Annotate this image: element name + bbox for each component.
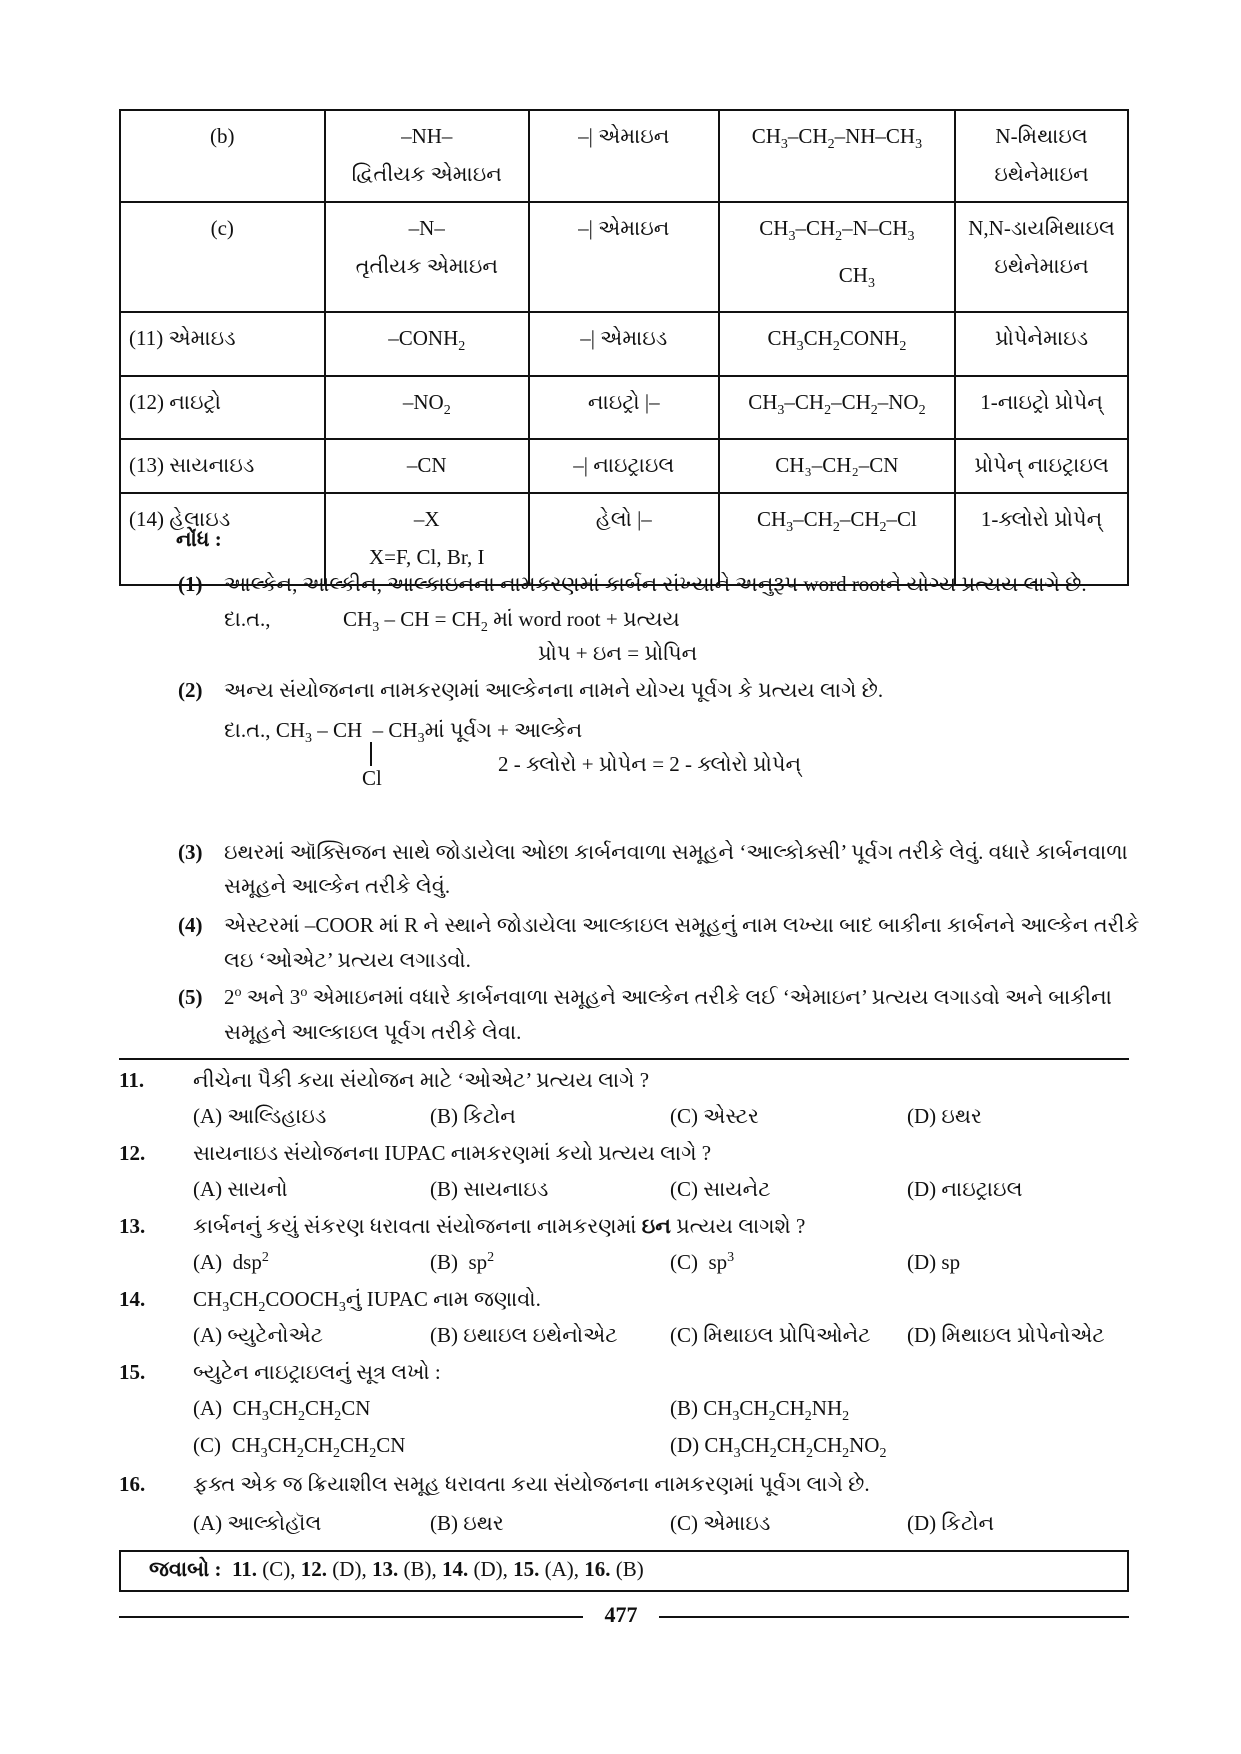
answer-number: 11. bbox=[231, 1557, 258, 1581]
table-cell bbox=[955, 439, 1128, 493]
row-label: (12) નાઇટ્રો bbox=[129, 389, 222, 414]
table-cell bbox=[955, 493, 1128, 585]
table-cell bbox=[120, 439, 325, 493]
option-b: (B) $CH_3CH_2CH_2NH_2$ bbox=[670, 1396, 850, 1425]
table-cell bbox=[120, 493, 325, 585]
table-cell bbox=[120, 202, 325, 312]
table-cell bbox=[325, 110, 529, 202]
table-cell bbox=[719, 312, 956, 375]
question-number: 11. bbox=[119, 1068, 145, 1092]
group-formula: $-NO_2$ bbox=[402, 389, 451, 418]
example-formula: $CH_3-CH_2-N-CH_3$ bbox=[759, 216, 915, 245]
group-name: તૃતીયક એમાઇન bbox=[355, 254, 498, 278]
question-text: બ્યુટેન નાઇટ્રાઇલનું સૂત્ર લખો : bbox=[193, 1360, 441, 1384]
affix: –| નાઇટ્રાઇલ bbox=[573, 452, 675, 477]
option-a: (A) dsp$^2$ bbox=[193, 1250, 269, 1274]
table-cell bbox=[120, 110, 325, 202]
question-text-tail: નું IUPAC નામ જણાવો. bbox=[345, 1287, 541, 1311]
affix: –| એમાઇન bbox=[578, 216, 670, 240]
row-label: (14) હેલાઇડ bbox=[129, 506, 231, 531]
option-a: (A) આલ્કોહૉલ bbox=[193, 1511, 322, 1535]
option-a: (A) આલ્ડિહાઇડ bbox=[193, 1104, 327, 1128]
question-text-part: કાર્બનનું કયું સંકરણ ધરાવતા સંયોજનના નામકરણમાં bbox=[193, 1214, 642, 1238]
note-example-line: 2 - ક્લોરો + પ્રોપેન = 2 - ક્લોરો પ્રોપેન્ bbox=[498, 752, 802, 776]
table-cell bbox=[325, 439, 529, 493]
table-cell bbox=[955, 312, 1128, 375]
table-cell bbox=[529, 110, 719, 202]
note-text: આલ્કેન, આલ્કીન, આલ્કાઇનના નામકરણમાં કાર્બન સંખ્યાને અનુરૂપ word rootને યોગ્ય પ્રત્યય લાગે છે. bbox=[224, 572, 1087, 596]
note-text: લઇ ‘ઓએટ’ પ્રત્યય લગાડવો. bbox=[224, 948, 471, 972]
option-b: (B) કિટોન bbox=[430, 1104, 516, 1128]
row-label: (13) સાયનાઇડ bbox=[129, 452, 255, 477]
note-example-tail: માં પૂર્વગ + આલ્કેન bbox=[424, 718, 583, 742]
table-row bbox=[120, 439, 1128, 493]
answer-key bbox=[149, 1557, 644, 1582]
option-d: (D) sp bbox=[907, 1250, 961, 1274]
group-formula: –NH– bbox=[401, 124, 453, 148]
option-d: (D) મિથાઇલ પ્રોપેનોએટ bbox=[907, 1323, 1105, 1347]
option-c: (C) એસ્ટર bbox=[670, 1104, 759, 1128]
option-a: (A) $CH_3CH_2CH_2CN$ bbox=[193, 1396, 371, 1425]
bond-line bbox=[370, 742, 372, 766]
example-formula: $CH_3CH_2CONH_2$ bbox=[767, 326, 907, 355]
iupac-name: 1-નાઇટ્રો પ્રોપેન્ bbox=[980, 389, 1103, 414]
table-row bbox=[120, 110, 1128, 202]
table-cell bbox=[120, 312, 325, 375]
table-row bbox=[120, 376, 1128, 439]
answer-value: (B), bbox=[403, 1557, 437, 1581]
note-number: (1) bbox=[178, 572, 203, 596]
note-example-tail: માં word root + પ્રત્યય bbox=[493, 607, 680, 631]
answer-key-box bbox=[119, 1550, 1129, 1592]
option-c: (C) સાયનેટ bbox=[670, 1177, 771, 1201]
note-text: અન્ય સંયોજનના નામકરણમાં આલ્કેનના નામને યોગ્ય પૂર્વગ કે પ્રત્યય લાગે છે. bbox=[224, 678, 884, 702]
iupac-name: ઇથેનેમાઇન bbox=[994, 162, 1089, 186]
note-example-prefix: દા.ત., bbox=[224, 718, 271, 742]
table-cell bbox=[719, 110, 956, 202]
affix: હેલો |– bbox=[595, 506, 652, 531]
answer-value: (D), bbox=[473, 1557, 508, 1581]
option-c: (C) $CH_3CH_2CH_2CH_2CN$ bbox=[193, 1433, 406, 1462]
option-b: (B) ઇથર bbox=[430, 1511, 504, 1535]
option-c: (C) મિથાઇલ પ્રોપિઓનેટ bbox=[670, 1323, 871, 1347]
iupac-name: 1-ક્લોરો પ્રોપેન્ bbox=[980, 506, 1103, 531]
example-formula: $CH_3-CH_2-CH_2-Cl$ bbox=[756, 506, 917, 535]
option-a: (A) સાયનો bbox=[193, 1177, 288, 1201]
question-number: 13. bbox=[119, 1214, 146, 1238]
note-text: ઇથરમાં ઑક્સિજન સાથે જોડાયેલા ઓછા કાર્બનવાળા સમૂહને ‘આલ્કોક્સી’ પૂર્વગ તરીકે લેવું. વધારે કાર્બનવાળા bbox=[224, 840, 1128, 864]
note-number: (2) bbox=[178, 678, 203, 702]
divider bbox=[119, 1058, 1129, 1060]
question-text bbox=[193, 1214, 805, 1239]
question-text-part: પ્રત્યય લાગશે ? bbox=[670, 1214, 806, 1238]
group-formula: –X bbox=[413, 506, 440, 531]
note-number: (5) bbox=[178, 985, 203, 1009]
table-cell bbox=[325, 376, 529, 439]
question-number: 12. bbox=[119, 1141, 146, 1165]
table-cell bbox=[719, 376, 956, 439]
iupac-name: N,N-ડાયમિથાઇલ bbox=[968, 216, 1115, 240]
footer-rule-right bbox=[659, 1616, 1129, 1618]
answer-number: 12. bbox=[300, 1557, 328, 1581]
option-b: (B) $sp^2$ bbox=[430, 1250, 495, 1274]
note-example-formula: દા.ત., $CH_3$ – CH – $CH_3માં$ પૂર્વગ + આલ્કેન bbox=[224, 718, 583, 747]
answer-number: 13. bbox=[371, 1557, 399, 1581]
affix: –| એમાઇડ bbox=[580, 326, 668, 351]
table-cell bbox=[325, 202, 529, 312]
question-text: સાયનાઇડ સંયોજનના IUPAC નામકરણમાં કયો પ્રત્યય લાગે ? bbox=[193, 1141, 712, 1165]
question-text: $CH_3CH_2COOCH_3નું$ IUPAC નામ જણાવો. bbox=[193, 1287, 541, 1316]
table-row bbox=[120, 202, 1128, 312]
question-number: 15. bbox=[119, 1360, 146, 1384]
example-formula: $CH_3-CH_2-CH_2-NO_2$ bbox=[748, 389, 926, 418]
question-text-bold: ઇન bbox=[641, 1214, 671, 1238]
table-cell bbox=[529, 312, 719, 375]
answer-value: (A), bbox=[544, 1557, 580, 1581]
table-cell bbox=[719, 439, 956, 493]
question-text: ફક્ત એક જ ક્રિયાશીલ સમૂહ ધરાવતા કયા સંયોજનના નામકરણમાં પૂર્વગ લાગે છે. bbox=[193, 1472, 870, 1496]
iupac-name: પ્રોપેન્ નાઇટ્રાઇલ bbox=[974, 452, 1109, 477]
footer-rule-left bbox=[119, 1616, 583, 1618]
question-text: નીચેના પૈકી કયા સંયોજન માટે ‘ઓએટ’ પ્રત્યય લાગે ? bbox=[193, 1068, 650, 1092]
option-b: (B) ઇથાઇલ ઇથેનોએટ bbox=[430, 1323, 618, 1347]
answer-number: 14. bbox=[441, 1557, 469, 1581]
table-cell bbox=[719, 202, 956, 312]
example-formula: CH₃–CH₂–CN bbox=[775, 452, 899, 477]
note-text: સમૂહને આલ્કેન તરીકે લેવું. bbox=[224, 874, 451, 898]
table-cell bbox=[719, 493, 956, 585]
question-number: 16. bbox=[119, 1472, 146, 1496]
group-name: દ્વિતીયક એમાઇન bbox=[351, 162, 502, 186]
option-d: (D) ઇથર bbox=[907, 1104, 982, 1128]
table-cell bbox=[325, 493, 529, 585]
group-formula: $-CONH_2$ bbox=[388, 326, 466, 355]
chlorine-atom: Cl bbox=[362, 766, 382, 790]
option-d: (D) નાઇટ્રાઇલ bbox=[907, 1177, 1023, 1201]
option-d: (D) કિટોન bbox=[907, 1511, 995, 1535]
row-label: (11) એમાઇડ bbox=[129, 326, 236, 351]
table-cell bbox=[955, 202, 1128, 312]
table-cell bbox=[120, 376, 325, 439]
option-b: (B) સાયનાઇડ bbox=[430, 1177, 549, 1201]
answer-number: 16. bbox=[584, 1557, 611, 1581]
table-cell bbox=[529, 439, 719, 493]
answer-number: 15. bbox=[513, 1557, 540, 1581]
affix: નાઇટ્રો |– bbox=[587, 389, 660, 414]
iupac-name: પ્રોપેનેમાઇડ bbox=[995, 326, 1089, 351]
table-cell bbox=[529, 376, 719, 439]
iupac-name: N-મિથાઇલ bbox=[995, 124, 1088, 148]
answer-value: (B) bbox=[615, 1557, 644, 1581]
note-text: એસ્ટરમાં –COOR માં R ને સ્થાને જોડાયેલા આલ્કાઇલ સમૂહનું નામ લખ્યા બાદ બાકીના કાર્બનને આલ્કેન તરીકે bbox=[224, 913, 1140, 937]
answer-key-label: જવાબો : bbox=[149, 1557, 222, 1581]
row-label: (c) bbox=[210, 216, 234, 240]
example-formula-branch: $CH_3$ bbox=[838, 263, 875, 292]
affix: –| એમાઇન bbox=[578, 124, 670, 148]
notes-title: નોંધ : bbox=[176, 527, 222, 551]
note-example-formula: $CH_3$ – CH = $CH_2$ માં word root + પ્રત્યય bbox=[343, 607, 680, 636]
table-cell bbox=[325, 312, 529, 375]
page-number: 477 bbox=[604, 1602, 638, 1627]
table-cell bbox=[529, 493, 719, 585]
note-example-prefix: દા.ત., bbox=[224, 607, 271, 631]
answer-value: (C), bbox=[262, 1557, 296, 1581]
table-cell bbox=[955, 376, 1128, 439]
example-formula: $CH_3-CH_2-NH-CH_3$ bbox=[751, 124, 923, 153]
note-text: સમૂહને આલ્કાઇલ પૂર્વગ તરીકે લેવા. bbox=[224, 1020, 522, 1044]
table-row bbox=[120, 493, 1128, 585]
note-text-tail: એમાઇનમાં વધારે કાર્બનવાળા સમૂહને આલ્કેન તરીકે લઈ ‘એમાઇન’ પ્રત્યય લગાડવો અને બાકીના bbox=[312, 985, 1112, 1009]
functional-group-table bbox=[119, 109, 1129, 586]
table-row bbox=[120, 312, 1128, 375]
row-label: (b) bbox=[210, 124, 235, 148]
answer-value: (D), bbox=[332, 1557, 367, 1581]
group-formula: –N– bbox=[408, 216, 445, 240]
note-number: (3) bbox=[178, 840, 203, 864]
table-cell bbox=[529, 202, 719, 312]
option-d: (D) $CH_3CH_2CH_2CH_2NO_2$ bbox=[670, 1433, 887, 1462]
note-number: (4) bbox=[178, 913, 203, 937]
iupac-name: ઇથેનેમાઇન bbox=[994, 254, 1089, 278]
option-c: (C) એમાઇડ bbox=[670, 1511, 771, 1535]
table-cell bbox=[955, 110, 1128, 202]
group-name: X=F, Cl, Br, I bbox=[369, 544, 485, 569]
note-example-line: પ્રોપ + ઇન = પ્રોપિન bbox=[538, 641, 698, 665]
group-formula: –CN bbox=[406, 452, 447, 477]
option-c: (C) $sp^3$ bbox=[670, 1250, 735, 1274]
note-text: 2$^o$ અને 3$^o$ એમાઇનમાં વધારે કાર્બનવાળા સમૂહને આલ્કેન તરીકે લઈ ‘એમાઇન’ પ્રત્યય લગાડવો અને બાકીના bbox=[224, 985, 1112, 1009]
option-a: (A) બ્યુટેનોએટ bbox=[193, 1323, 323, 1347]
question-number: 14. bbox=[119, 1287, 146, 1311]
